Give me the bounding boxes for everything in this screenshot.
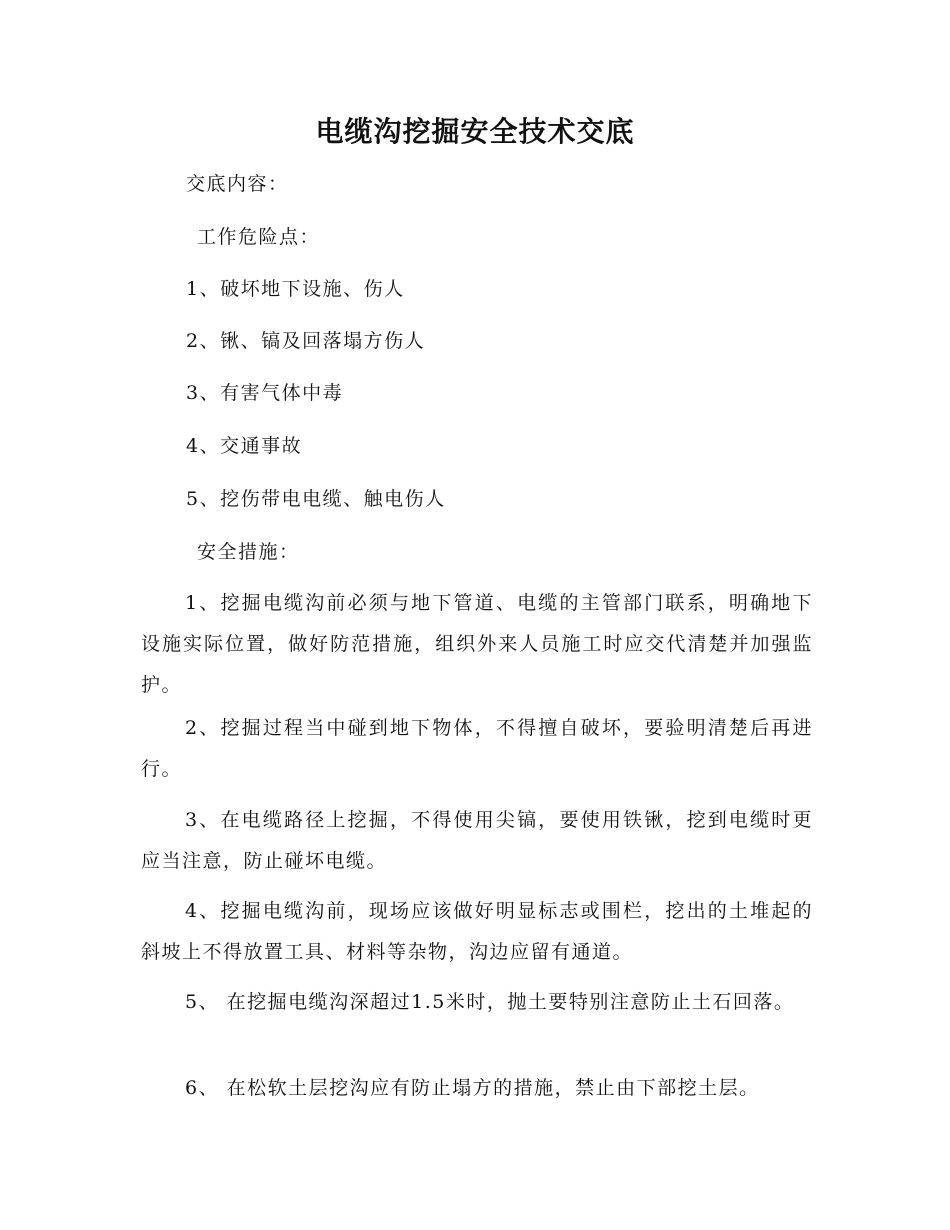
hazard-item: 2、锹、镐及回落塌方伤人 (186, 330, 426, 352)
intro-label: 交底内容： (186, 173, 289, 195)
hazard-item: 1、破坏地下设施、伤人 (186, 278, 405, 300)
hazard-item: 4、交通事故 (186, 435, 303, 457)
measure-paragraph: 3、在电缆路径上挖掘，不得使用尖镐，要使用铁锹，挖到电缆时更应当注意，防止碰坏电缆。 (141, 809, 813, 872)
document-title: 电缆沟挖掘安全技术交底 (315, 115, 635, 148)
measure-paragraph: 6、 在松软土层挖沟应有防止塌方的措施，禁止由下部挖土层。 (185, 1077, 760, 1099)
measure-paragraph: 5、 在挖掘电缆沟深超过1.5米时，抛土要特别注意防止土石回落。 (185, 991, 795, 1013)
measure-paragraph: 2、挖掘过程当中碰到地下物体，不得擅自破坏，要验明清楚后再进行。 (141, 717, 813, 780)
hazard-item: 3、有害气体中毒 (186, 382, 344, 404)
measure-paragraph: 4、挖掘电缆沟前，现场应该做好明显标志或围栏，挖出的土堆起的斜坡上不得放置工具、材料等杂物，沟边应留有通道。 (141, 900, 813, 963)
measures-heading: 安全措施： (197, 541, 300, 563)
hazards-heading: 工作危险点： (197, 226, 321, 248)
hazard-item: 5、挖伤带电电缆、触电伤人 (186, 488, 446, 510)
measure-paragraph: 1、挖掘电缆沟前必须与地下管道、电缆的主管部门联系，明确地下设施实际位置，做好防范措施，组织外来人员施工时应交代清楚并加强监护。 (141, 592, 813, 696)
